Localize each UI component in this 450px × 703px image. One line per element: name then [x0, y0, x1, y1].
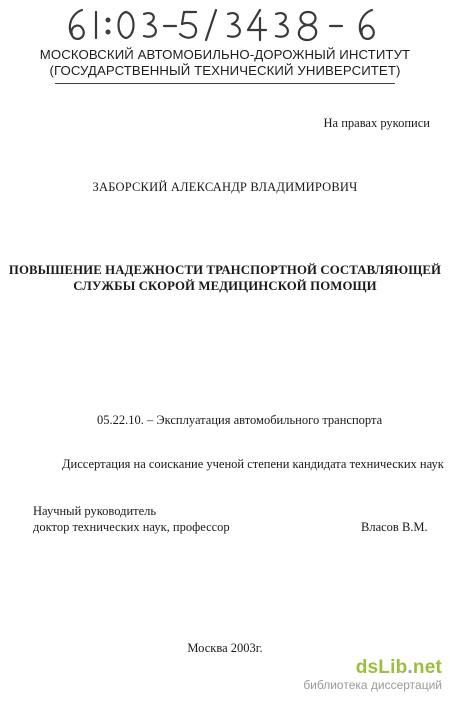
- dslib-logo: [303, 658, 442, 678]
- dissertation-title-line1: ПОВЫШЕНИЕ НАДЕЖНОСТИ ТРАНСПОРТНОЙ СОСТАВЛЯЮЩЕЙ: [8, 263, 442, 277]
- handwriting-strokes: [60, 4, 400, 44]
- advisor-name: Власов В.М.: [361, 520, 428, 534]
- dissertation-title-line2: СЛУЖБЫ СКОРОЙ МЕДИЦИНСКОЙ ПОМОЩИ: [73, 279, 377, 293]
- city-year: Москва 2003г.: [187, 641, 263, 655]
- handwritten-archive-stamp: [60, 4, 400, 44]
- author-name: ЗАБОРСКИЙ АЛЕКСАНДР ВЛАДИМИРОВИЧ: [92, 180, 358, 194]
- advisor-label: Научный руководитель: [33, 504, 157, 518]
- manuscript-rights-note: На правах рукописи: [323, 116, 430, 130]
- logo-main: dsLib: [355, 657, 408, 678]
- specialty-code: 05.22.10. – Эксплуатация автомобильного транспорта: [97, 413, 383, 427]
- institute-name-line2: (ГОСУДАРСТВЕННЫЙ ТЕХНИЧЕСКИЙ УНИВЕРСИТЕТ): [49, 63, 401, 78]
- dissertation-degree-statement: Диссертация на соискание ученой степени кандидата технических наук: [62, 457, 444, 471]
- advisor-degree: доктор технических наук, профессор: [33, 520, 230, 534]
- institute-name-line1: МОСКОВСКИЙ АВТОМОБИЛЬНО-ДОРОЖНЫЙ ИНСТИТУТ: [39, 47, 411, 62]
- logo-tld: net: [412, 657, 442, 678]
- logo-dot: .: [407, 657, 413, 678]
- dslib-subtitle: библиотека диссертаций: [303, 678, 442, 692]
- header-divider: [55, 83, 395, 84]
- dslib-watermark: [303, 658, 442, 692]
